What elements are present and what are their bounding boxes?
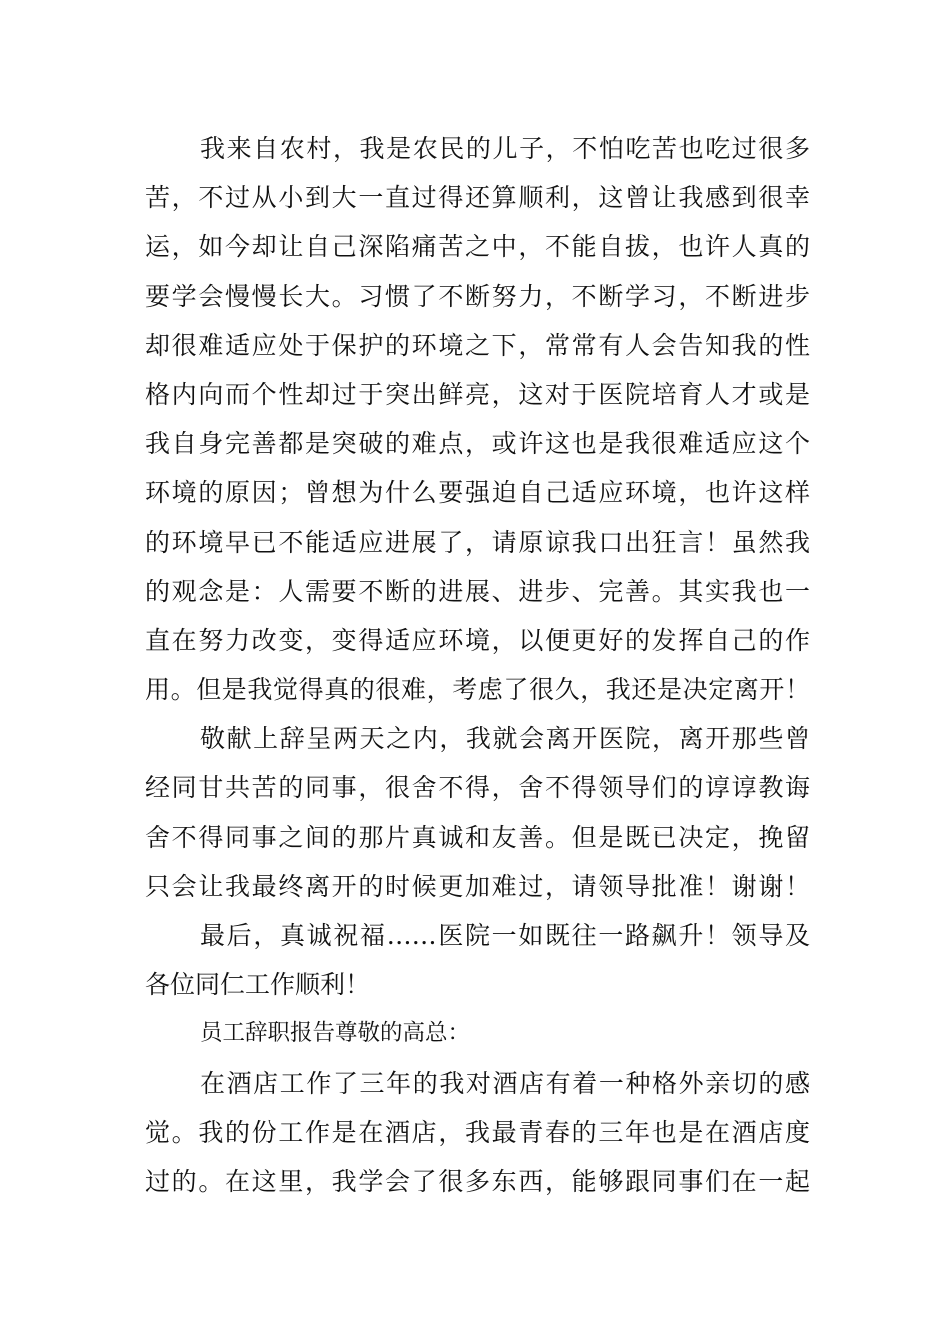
paragraph-2-line-3: 舍不得同事之间的那片真诚和友善。但是既已决定，挽留	[145, 822, 810, 852]
paragraph-1-line-12: 用。但是我觉得真的很难，考虑了很久，我还是决定离开！	[145, 675, 810, 705]
paragraph-5-line-1: 在酒店工作了三年的我对酒店有着一种格外亲切的感	[200, 1068, 810, 1098]
paragraph-5-line-2: 觉。我的份工作是在酒店，我最青春的三年也是在酒店度	[145, 1117, 810, 1147]
paragraph-2-line-4: 只会让我最终离开的时候更加难过，请领导批准！谢谢！	[145, 871, 810, 901]
paragraph-1-line-11: 直在努力改变，变得适应环境，以便更好的发挥自己的作	[145, 625, 810, 655]
paragraph-5-line-3: 过的。在这里，我学会了很多东西，能够跟同事们在一起	[145, 1166, 810, 1196]
paragraph-1-line-8: 环境的原因；曾想为什么要强迫自己适应环境，也许这样	[145, 478, 810, 508]
paragraph-2-line-1: 敬献上辞呈两天之内，我就会离开医院，离开那些曾	[200, 724, 810, 754]
paragraph-2-line-2: 经同甘共苦的同事，很舍不得，舍不得领导们的谆谆教诲	[145, 773, 810, 803]
paragraph-1-line-10: 的观念是：人需要不断的进展、进步、完善。其实我也一	[145, 576, 810, 606]
paragraph-1-line-1: 我来自农村，我是农民的儿子，不怕吃苦也吃过很多	[200, 134, 810, 163]
paragraph-1-line-4: 要学会慢慢长大。习惯了不断努力，不断学习，不断进步	[145, 281, 810, 311]
paragraph-1-line-7: 我自身完善都是突破的难点，或许这也是我很难适应这个	[145, 429, 810, 459]
report-greeting-line: 员工辞职报告尊敬的高总：	[200, 1020, 471, 1047]
paragraph-1-line-6: 格内向而个性却过于突出鲜亮，这对于医院培育人才或是	[145, 379, 810, 409]
paragraph-1-line-9: 的环境早已不能适应进展了，请原谅我口出狂言！虽然我	[145, 527, 810, 557]
paragraph-3-line-2: 各位同仁工作顺利！	[145, 970, 371, 1000]
paragraph-1-line-5: 却很难适应处于保护的环境之下，常常有人会告知我的性	[145, 330, 810, 360]
paragraph-1-line-2: 苦，不过从小到大一直过得还算顺利，这曾让我感到很幸	[145, 183, 810, 213]
paragraph-1-line-3: 运，如今却让自己深陷痛苦之中，不能自拔，也许人真的	[145, 232, 810, 262]
paragraph-3-line-1: 最后，真诚祝福……医院一如既往一路飙升！领导及	[200, 921, 810, 950]
document-body	[145, 124, 810, 1206]
